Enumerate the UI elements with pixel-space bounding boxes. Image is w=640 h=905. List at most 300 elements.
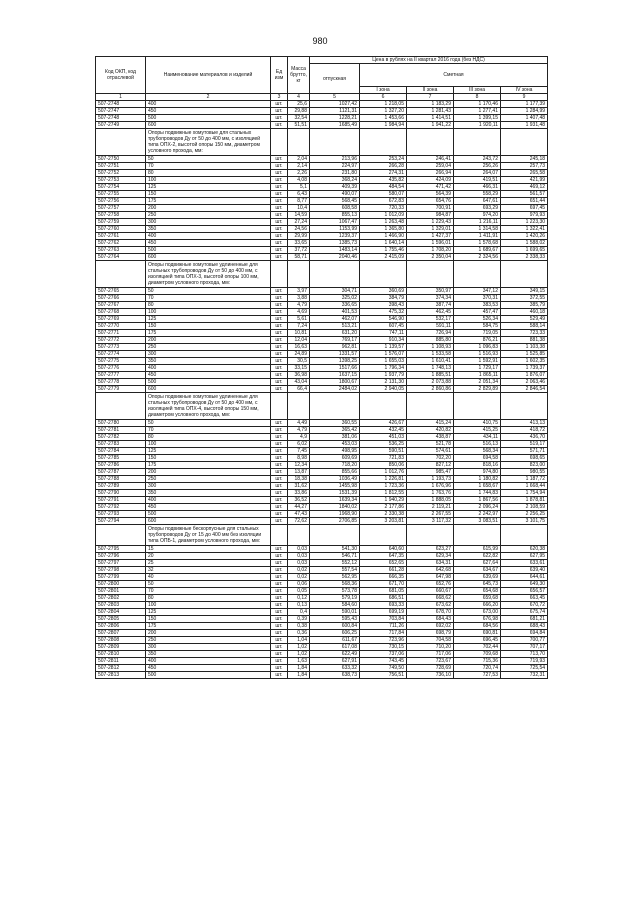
cell-unit: шт. — [271, 553, 288, 560]
cell-unit: шт. — [271, 434, 288, 441]
cell-diameter: 300 — [146, 219, 271, 226]
cell-diameter: 300 — [146, 644, 271, 651]
group-empty-cell — [360, 261, 407, 288]
cell-release-price: 584,60 — [310, 602, 360, 609]
cell-mass: 8,77 — [288, 198, 310, 205]
cell-unit: шт. — [271, 177, 288, 184]
cell-zone-1: 2 415,09 — [360, 254, 407, 261]
table-row — [96, 316, 548, 323]
cell-release-price: 2040,46 — [310, 254, 360, 261]
cell-mass: 27,24 — [288, 219, 310, 226]
cell-zone-3: 383,53 — [454, 302, 501, 309]
cell-zone-4: 1 602,35 — [501, 358, 548, 365]
table-row — [96, 581, 548, 588]
cell-code: 507-2757 — [96, 205, 146, 212]
cell-unit: шт. — [271, 560, 288, 567]
cell-zone-3: 654,68 — [454, 588, 501, 595]
cell-code: 507-2776 — [96, 365, 146, 372]
table-row — [96, 553, 548, 560]
cell-diameter: 400 — [146, 497, 271, 504]
cell-release-price: 401,53 — [310, 309, 360, 316]
cell-mass: 58,71 — [288, 254, 310, 261]
cell-zone-1: 1 012,76 — [360, 469, 407, 476]
cell-release-price: 1398,25 — [310, 358, 360, 365]
cell-release-price: 590,01 — [310, 609, 360, 616]
cell-zone-1: 451,03 — [360, 434, 407, 441]
cell-diameter: 125 — [146, 609, 271, 616]
cell-zone-3: 709,68 — [454, 651, 501, 658]
cell-release-price: 1517,66 — [310, 365, 360, 372]
cell-zone-2: 984,87 — [407, 212, 454, 219]
cell-zone-3: 584,75 — [454, 323, 501, 330]
cell-zone-2: 2 267,55 — [407, 511, 454, 518]
cell-code: 507-2801 — [96, 588, 146, 595]
table-row — [96, 309, 548, 316]
cell-diameter: 400 — [146, 658, 271, 665]
cell-diameter: 450 — [146, 665, 271, 672]
table-row — [96, 219, 548, 226]
cell-zone-1: 666,35 — [360, 574, 407, 581]
cell-code: 507-2789 — [96, 483, 146, 490]
table-row — [96, 323, 548, 330]
cell-zone-3: 673,00 — [454, 609, 501, 616]
table-row — [96, 567, 548, 574]
cell-diameter: 15 — [146, 546, 271, 553]
cell-code: 507-2785 — [96, 455, 146, 462]
cell-mass: 32,54 — [288, 115, 310, 122]
cell-zone-2: 521,78 — [407, 441, 454, 448]
cell-zone-4: 707,17 — [501, 644, 548, 651]
cell-diameter: 20 — [146, 553, 271, 560]
cell-diameter: 500 — [146, 672, 271, 679]
cell-mass: 25,6 — [288, 101, 310, 108]
cell-zone-2: 629,34 — [407, 553, 454, 560]
cell-zone-2: 1 108,93 — [407, 344, 454, 351]
cell-zone-2: 2 350,04 — [407, 254, 454, 261]
cell-mass: 51,51 — [288, 122, 310, 129]
cell-release-price: 633,32 — [310, 665, 360, 672]
cell-release-price: 609,69 — [310, 455, 360, 462]
cell-code: 507-2771 — [96, 330, 146, 337]
cell-mass: 36,52 — [288, 497, 310, 504]
cell-unit: шт. — [271, 108, 288, 115]
cell-diameter: 200 — [146, 630, 271, 637]
cell-zone-4: 644,61 — [501, 574, 548, 581]
cell-zone-2: 2 119,21 — [407, 504, 454, 511]
cell-code: 507-2810 — [96, 651, 146, 658]
cell-code: 507-2786 — [96, 462, 146, 469]
cell-diameter: 250 — [146, 212, 271, 219]
cell-diameter: 125 — [146, 184, 271, 191]
cell-diameter: 80 — [146, 595, 271, 602]
cell-code: 507-2806 — [96, 623, 146, 630]
cell-zone-1: 743,45 — [360, 658, 407, 665]
cell-zone-2: 350,97 — [407, 288, 454, 295]
cell-unit: шт. — [271, 574, 288, 581]
cell-zone-1: 1 796,34 — [360, 365, 407, 372]
cell-code: 507-2765 — [96, 288, 146, 295]
table-row — [96, 490, 548, 497]
cell-code: 507-2763 — [96, 247, 146, 254]
cell-release-price: 769,17 — [310, 337, 360, 344]
group-empty-cell — [271, 525, 288, 546]
cell-release-price: 617,08 — [310, 644, 360, 651]
cell-zone-3: 684,56 — [454, 623, 501, 630]
cell-mass: 29,88 — [288, 108, 310, 115]
group-title-row — [96, 525, 548, 546]
cell-diameter: 350 — [146, 490, 271, 497]
cell-diameter: 200 — [146, 205, 271, 212]
cell-zone-4: 561,57 — [501, 191, 548, 198]
cell-zone-4: 436,70 — [501, 434, 548, 441]
cell-zone-2: 591,11 — [407, 323, 454, 330]
cell-diameter: 125 — [146, 316, 271, 323]
header-release-price: отпускная — [310, 64, 360, 94]
cell-mass: 2,04 — [288, 156, 310, 163]
cell-zone-4: 257,73 — [501, 163, 548, 170]
cell-zone-2: 692,02 — [407, 623, 454, 630]
cell-release-price: 2484,02 — [310, 386, 360, 393]
group-empty-cell — [271, 393, 288, 420]
cell-zone-1: 484,54 — [360, 184, 407, 191]
cell-zone-1: 640,60 — [360, 546, 407, 553]
cell-diameter: 450 — [146, 108, 271, 115]
cell-mass: 14,59 — [288, 212, 310, 219]
cell-diameter: 125 — [146, 448, 271, 455]
cell-diameter: 100 — [146, 177, 271, 184]
cell-zone-4: 245,18 — [501, 156, 548, 163]
cell-zone-3: 2 051,34 — [454, 379, 501, 386]
cell-unit: шт. — [271, 323, 288, 330]
cell-mass: 4,79 — [288, 427, 310, 434]
cell-diameter: 50 — [146, 581, 271, 588]
table-row — [96, 609, 548, 616]
table-row — [96, 651, 548, 658]
cell-code: 507-2802 — [96, 595, 146, 602]
cell-zone-1: 699,19 — [360, 609, 407, 616]
cell-diameter: 600 — [146, 386, 271, 393]
cell-mass: 12,34 — [288, 462, 310, 469]
cell-zone-3: 1 744,83 — [454, 490, 501, 497]
table-row — [96, 198, 548, 205]
cell-diameter: 100 — [146, 441, 271, 448]
cell-zone-1: 426,67 — [360, 420, 407, 427]
cell-code: 507-2754 — [96, 184, 146, 191]
cell-code: 507-2760 — [96, 226, 146, 233]
cell-diameter: 350 — [146, 226, 271, 233]
group-empty-cell — [271, 261, 288, 288]
cell-unit: шт. — [271, 170, 288, 177]
cell-release-price: 1455,98 — [310, 483, 360, 490]
cell-zone-1: 274,31 — [360, 170, 407, 177]
cell-zone-4: 1 525,85 — [501, 351, 548, 358]
cell-unit: шт. — [271, 226, 288, 233]
cell-release-price: 611,67 — [310, 637, 360, 644]
table-row — [96, 122, 548, 129]
cell-code: 507-2747 — [96, 108, 146, 115]
cell-unit: шт. — [271, 219, 288, 226]
cell-mass: 24,56 — [288, 226, 310, 233]
column-number: 7 — [407, 94, 454, 101]
cell-code: 507-2748 — [96, 115, 146, 122]
cell-zone-2: 2 073,88 — [407, 379, 454, 386]
cell-mass: 0,06 — [288, 581, 310, 588]
cell-zone-2: 1 763,76 — [407, 490, 454, 497]
cell-unit: шт. — [271, 658, 288, 665]
cell-release-price: 1968,90 — [310, 511, 360, 518]
column-number: 3 — [271, 94, 288, 101]
cell-release-price: 573,78 — [310, 588, 360, 595]
cell-code: 507-2753 — [96, 177, 146, 184]
cell-mass: 1,84 — [288, 672, 310, 679]
cell-zone-4: 529,49 — [501, 316, 548, 323]
header-name: Наименование материалов и изделий — [146, 57, 271, 94]
cell-code: 507-2800 — [96, 581, 146, 588]
cell-zone-2: 374,34 — [407, 295, 454, 302]
cell-zone-3: 3 083,51 — [454, 518, 501, 525]
table-row — [96, 497, 548, 504]
cell-zone-2: 1 610,41 — [407, 358, 454, 365]
cell-zone-2: 710,20 — [407, 644, 454, 651]
cell-zone-3: 645,73 — [454, 581, 501, 588]
cell-code: 507-2799 — [96, 574, 146, 581]
cell-code: 507-2749 — [96, 122, 146, 129]
cell-zone-2: 2 860,86 — [407, 386, 454, 393]
cell-unit: шт. — [271, 588, 288, 595]
cell-zone-1: 703,84 — [360, 616, 407, 623]
group-empty-cell — [310, 393, 360, 420]
cell-unit: шт. — [271, 101, 288, 108]
table-row — [96, 386, 548, 393]
cell-zone-3: 1 170,46 — [454, 101, 501, 108]
cell-unit: шт. — [271, 316, 288, 323]
cell-zone-4: 670,72 — [501, 602, 548, 609]
price-table — [95, 56, 548, 679]
group-title: Опоры подвижные хомутовые удлиненные для стальных трубопроводов Ду от 50 до 400 мм, с изоляцией типа ОПХ-3, высотой опоры 100 мм, диаметром условного прохода, мм: — [146, 261, 271, 288]
table-row — [96, 163, 548, 170]
cell-code: 507-2764 — [96, 254, 146, 261]
cell-release-price: 1840,02 — [310, 504, 360, 511]
cell-zone-3: 1 516,93 — [454, 351, 501, 358]
cell-zone-2: 660,67 — [407, 588, 454, 595]
cell-release-price: 1036,49 — [310, 476, 360, 483]
cell-zone-1: 360,69 — [360, 288, 407, 295]
cell-zone-3: 1 867,56 — [454, 497, 501, 504]
table-row — [96, 247, 548, 254]
cell-diameter: 80 — [146, 170, 271, 177]
cell-zone-1: 747,11 — [360, 330, 407, 337]
group-empty-cell — [501, 261, 548, 288]
cell-mass: 1,84 — [288, 665, 310, 672]
cell-zone-2: 1 885,51 — [407, 372, 454, 379]
group-code-cell — [96, 129, 146, 156]
cell-code: 507-2774 — [96, 351, 146, 358]
cell-zone-3: 659,68 — [454, 595, 501, 602]
cell-zone-1: 1 139,57 — [360, 344, 407, 351]
cell-unit: шт. — [271, 247, 288, 254]
cell-zone-2: 1 427,37 — [407, 233, 454, 240]
cell-zone-1: 721,83 — [360, 455, 407, 462]
table-row — [96, 595, 548, 602]
cell-mass: 0,02 — [288, 567, 310, 574]
cell-zone-1: 756,51 — [360, 672, 407, 679]
cell-zone-3: 622,82 — [454, 553, 501, 560]
cell-mass: 0,38 — [288, 623, 310, 630]
cell-zone-2: 532,17 — [407, 316, 454, 323]
group-empty-cell — [360, 393, 407, 420]
cell-code: 507-2756 — [96, 198, 146, 205]
cell-zone-3: 634,67 — [454, 567, 501, 574]
cell-zone-1: 2 330,38 — [360, 511, 407, 518]
cell-zone-3: 2 242,97 — [454, 511, 501, 518]
cell-zone-1: 1 937,79 — [360, 372, 407, 379]
cell-zone-4: 694,84 — [501, 630, 548, 637]
cell-zone-1: 720,33 — [360, 205, 407, 212]
cell-zone-1: 1 984,94 — [360, 122, 407, 129]
cell-zone-2: 574,61 — [407, 448, 454, 455]
cell-zone-1: 681,05 — [360, 588, 407, 595]
cell-zone-3: 558,29 — [454, 191, 501, 198]
cell-mass: 31,62 — [288, 483, 310, 490]
cell-zone-3: 702,44 — [454, 644, 501, 651]
cell-zone-4: 725,54 — [501, 665, 548, 672]
cell-unit: шт. — [271, 233, 288, 240]
cell-zone-1: 580,07 — [360, 191, 407, 198]
cell-zone-3: 1 592,91 — [454, 358, 501, 365]
group-title-row — [96, 261, 548, 288]
cell-zone-1: 1 453,66 — [360, 115, 407, 122]
cell-zone-2: 1 941,22 — [407, 122, 454, 129]
cell-release-price: 1800,67 — [310, 379, 360, 386]
cell-release-price: 568,45 — [310, 198, 360, 205]
cell-zone-1: 1 263,48 — [360, 219, 407, 226]
cell-mass: 29,99 — [288, 233, 310, 240]
table-row — [96, 365, 548, 372]
cell-zone-4: 1 103,38 — [501, 344, 548, 351]
cell-zone-2: 1 414,51 — [407, 115, 454, 122]
cell-zone-2: 387,74 — [407, 302, 454, 309]
column-number: 9 — [501, 94, 548, 101]
cell-code: 507-2784 — [96, 448, 146, 455]
cell-unit: шт. — [271, 595, 288, 602]
cell-mass: 4,9 — [288, 434, 310, 441]
cell-zone-1: 730,15 — [360, 644, 407, 651]
cell-code: 507-2773 — [96, 344, 146, 351]
cell-zone-2: 462,45 — [407, 309, 454, 316]
header-zone-2: II зона — [407, 87, 454, 94]
cell-zone-3: 1 314,58 — [454, 226, 501, 233]
cell-mass: 12,04 — [288, 337, 310, 344]
table-row — [96, 588, 548, 595]
cell-unit: шт. — [271, 469, 288, 476]
cell-diameter: 150 — [146, 323, 271, 330]
cell-release-price: 962,81 — [310, 344, 360, 351]
table-row — [96, 476, 548, 483]
cell-zone-1: 253,24 — [360, 156, 407, 163]
cell-zone-4: 1 284,99 — [501, 108, 548, 115]
cell-zone-4: 1 223,30 — [501, 219, 548, 226]
cell-zone-4: 2 063,46 — [501, 379, 548, 386]
cell-zone-2: 654,76 — [407, 198, 454, 205]
table-row — [96, 344, 548, 351]
cell-code: 507-2808 — [96, 637, 146, 644]
cell-zone-3: 676,98 — [454, 616, 501, 623]
column-number: 5 — [310, 94, 360, 101]
cell-zone-4: 663,45 — [501, 595, 548, 602]
group-code-cell — [96, 525, 146, 546]
cell-zone-2: 678,70 — [407, 609, 454, 616]
cell-unit: шт. — [271, 163, 288, 170]
cell-zone-1: 1 466,90 — [360, 233, 407, 240]
cell-zone-4: 385,79 — [501, 302, 548, 309]
cell-zone-4: 1 588,02 — [501, 240, 548, 247]
cell-zone-1: 475,32 — [360, 309, 407, 316]
cell-release-price: 381,06 — [310, 434, 360, 441]
cell-zone-2: 1 676,96 — [407, 483, 454, 490]
cell-zone-4: 651,44 — [501, 198, 548, 205]
cell-unit: шт. — [271, 288, 288, 295]
cell-zone-2: 1 888,05 — [407, 497, 454, 504]
cell-zone-4: 1 407,48 — [501, 115, 548, 122]
cell-zone-3: 666,20 — [454, 602, 501, 609]
cell-release-price: 1121,31 — [310, 108, 360, 115]
cell-zone-1: 671,70 — [360, 581, 407, 588]
cell-zone-4: 469,12 — [501, 184, 548, 191]
table-row — [96, 658, 548, 665]
cell-diameter: 400 — [146, 233, 271, 240]
cell-mass: 47,43 — [288, 511, 310, 518]
cell-mass: 33,15 — [288, 365, 310, 372]
cell-mass: 0,03 — [288, 553, 310, 560]
cell-zone-2: 564,39 — [407, 191, 454, 198]
table-row — [96, 205, 548, 212]
group-empty-cell — [407, 129, 454, 156]
group-empty-cell — [360, 525, 407, 546]
cell-release-price: 1385,73 — [310, 240, 360, 247]
cell-zone-2: 642,68 — [407, 567, 454, 574]
table-row — [96, 630, 548, 637]
cell-zone-4: 881,38 — [501, 337, 548, 344]
cell-unit: шт. — [271, 497, 288, 504]
cell-code: 507-2767 — [96, 302, 146, 309]
cell-zone-1: 1 755,46 — [360, 247, 407, 254]
table-row — [96, 427, 548, 434]
cell-mass: 6,43 — [288, 191, 310, 198]
cell-zone-2: 623,27 — [407, 546, 454, 553]
cell-unit: шт. — [271, 546, 288, 553]
cell-zone-1: 1 012,09 — [360, 212, 407, 219]
cell-unit: шт. — [271, 420, 288, 427]
cell-code: 507-2791 — [96, 497, 146, 504]
cell-unit: шт. — [271, 623, 288, 630]
cell-code: 507-2813 — [96, 672, 146, 679]
table-row — [96, 379, 548, 386]
cell-zone-3: 1 096,83 — [454, 344, 501, 351]
group-code-cell — [96, 261, 146, 288]
cell-zone-1: 546,90 — [360, 316, 407, 323]
cell-release-price: 627,91 — [310, 658, 360, 665]
group-empty-cell — [310, 129, 360, 156]
cell-code: 507-2748 — [96, 101, 146, 108]
cell-zone-4: 1 739,37 — [501, 365, 548, 372]
cell-zone-1: 435,82 — [360, 177, 407, 184]
cell-release-price: 562,95 — [310, 574, 360, 581]
table-row — [96, 483, 548, 490]
cell-zone-4: 265,58 — [501, 170, 548, 177]
cell-mass: 13,87 — [288, 469, 310, 476]
cell-mass: 0,13 — [288, 602, 310, 609]
cell-code: 507-2782 — [96, 434, 146, 441]
